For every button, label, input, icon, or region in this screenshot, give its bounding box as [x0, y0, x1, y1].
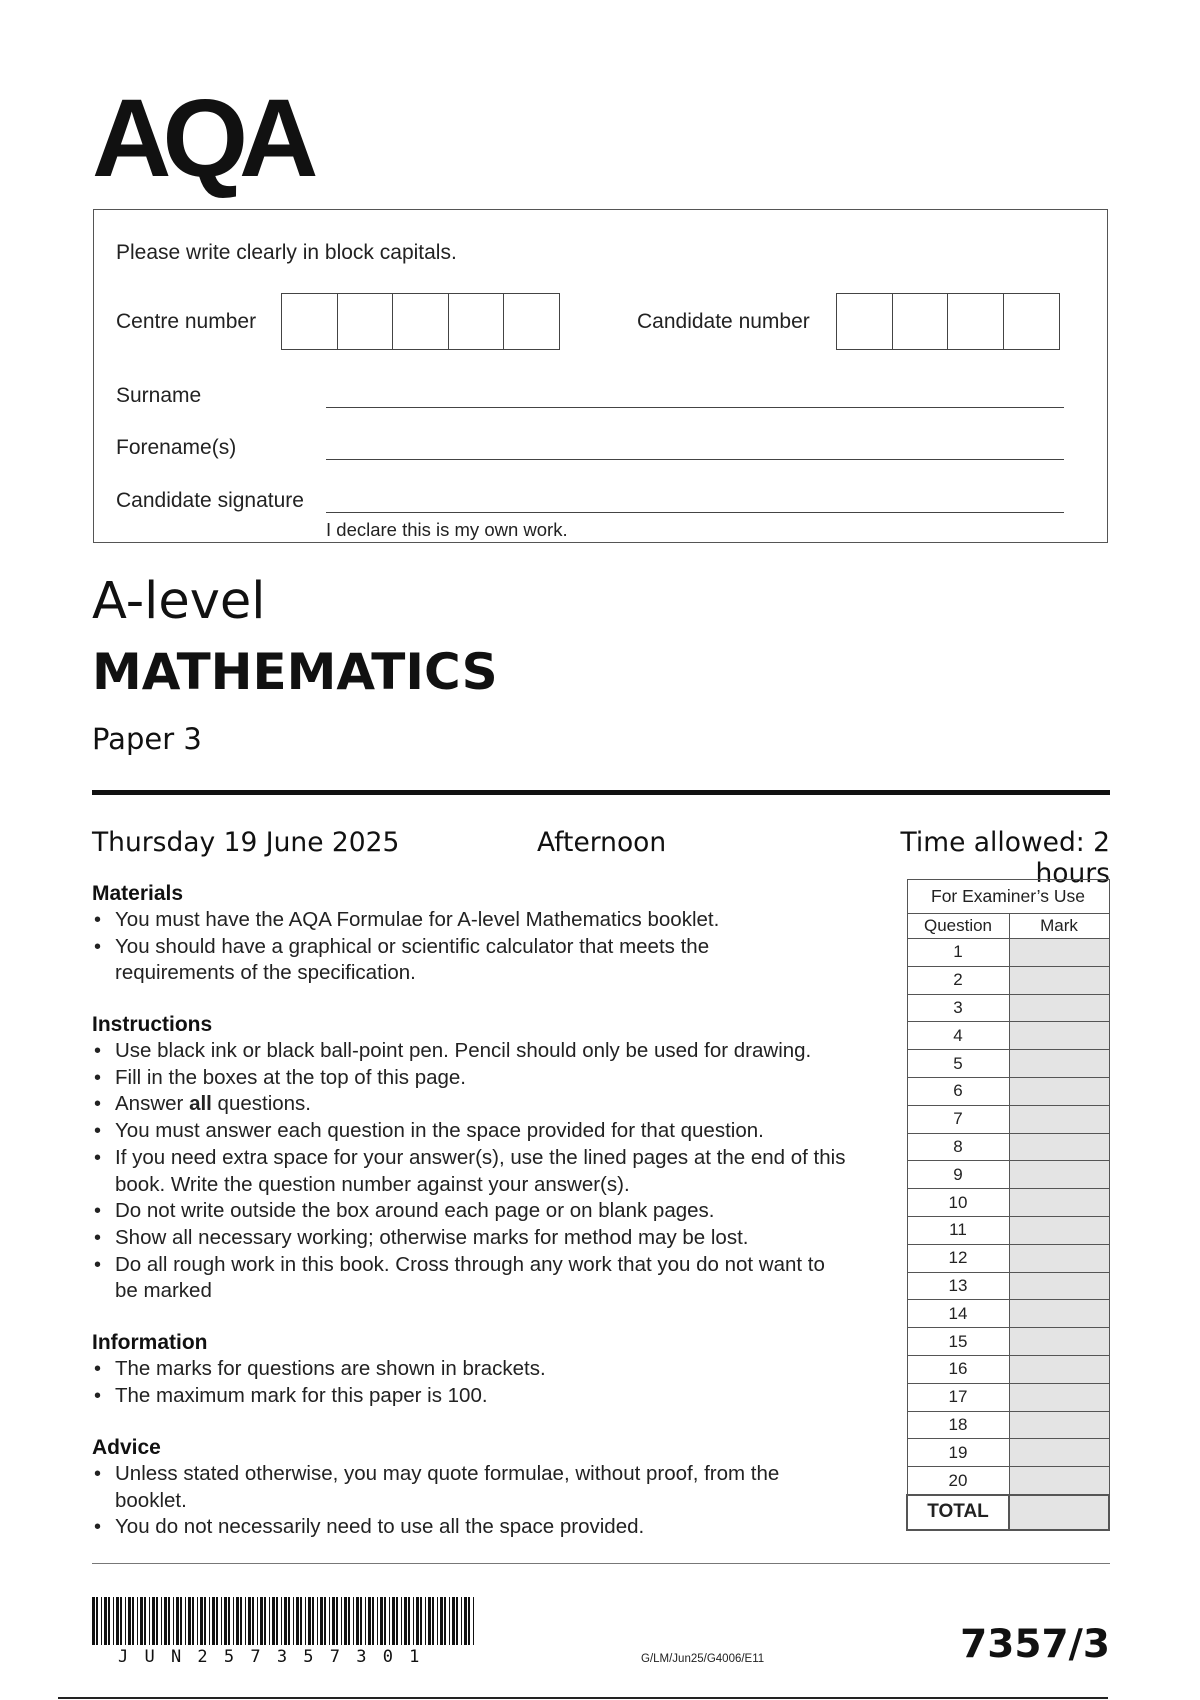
barcode-bar [348, 1597, 350, 1645]
barcode-bar [437, 1597, 438, 1645]
barcode-bar [365, 1597, 366, 1645]
question-number: 7 [907, 1105, 1009, 1133]
barcode-bar [288, 1597, 290, 1645]
barcode-bar [173, 1597, 174, 1645]
table-row [907, 1467, 1109, 1495]
table-row [907, 1439, 1109, 1467]
signature-label: Candidate signature [116, 489, 304, 512]
footer-divider [92, 1563, 1110, 1564]
question-number: 13 [907, 1272, 1009, 1300]
list-item: • Do not write outside the box around each page or on blank pages. [92, 1198, 902, 1225]
barcode-bar [212, 1597, 215, 1645]
barcode-bar [156, 1597, 158, 1645]
question-number: 15 [907, 1328, 1009, 1356]
table-row [907, 1022, 1109, 1050]
barcode-bar [192, 1597, 194, 1645]
barcode-bar [149, 1597, 150, 1645]
barcode-bar [209, 1597, 210, 1645]
question-number: 5 [907, 1050, 1009, 1078]
subject-title: MATHEMATICS [92, 643, 498, 701]
barcode-bar [320, 1597, 323, 1645]
list-item: • The marks for questions are shown in brackets. [92, 1356, 892, 1383]
barcode-bar [324, 1597, 326, 1645]
barcode-bar [368, 1597, 371, 1645]
barcode-bar [104, 1597, 107, 1645]
barcode-bar [140, 1597, 143, 1645]
table-row [907, 1189, 1109, 1217]
barcode-bar [452, 1597, 455, 1645]
barcode-bar [281, 1597, 282, 1645]
exam-session: Afternoon [537, 827, 667, 858]
table-row [907, 1161, 1109, 1189]
candidate-digit-box[interactable] [1003, 293, 1060, 350]
list-item: • If you need extra space for your answer(s), use the lined pages at the end of this book. Write the question number against your answer(s). [92, 1145, 855, 1198]
barcode-bar [300, 1597, 302, 1645]
mark-cell[interactable] [1009, 939, 1109, 967]
question-number: 19 [907, 1439, 1009, 1467]
exam-date: Thursday 19 June 2025 [92, 827, 400, 858]
barcode-bar [413, 1597, 414, 1645]
barcode-bar [461, 1597, 462, 1645]
barcode-bar [269, 1597, 270, 1645]
advice-heading: Advice [92, 1436, 161, 1459]
barcode-bar [132, 1597, 134, 1645]
centre-number-field[interactable] [281, 293, 560, 350]
answer-text-end: questions. [211, 1092, 312, 1116]
barcode-bar [444, 1597, 446, 1645]
barcode-bar [276, 1597, 278, 1645]
barcode-bar [432, 1597, 434, 1645]
examiner-table [906, 879, 1110, 1531]
barcode-bar [440, 1597, 443, 1645]
mark-cell[interactable] [1009, 1105, 1109, 1133]
mark-cell[interactable] [1009, 1467, 1109, 1495]
barcode-bar [344, 1597, 347, 1645]
candidate-number-label: Candidate number [637, 310, 810, 333]
question-number: 14 [907, 1300, 1009, 1328]
question-number: 11 [907, 1216, 1009, 1244]
answer-emphasis: all [189, 1092, 212, 1116]
centre-digit-box[interactable] [337, 293, 394, 350]
surname-label: Surname [116, 384, 202, 407]
question-column-header: Question [907, 914, 1009, 939]
total-row [907, 1495, 1109, 1530]
centre-number-label: Centre number [116, 310, 257, 333]
barcode-bar [188, 1597, 191, 1645]
signature-line[interactable] [326, 512, 1064, 513]
mark-cell[interactable] [1009, 966, 1109, 994]
centre-digit-box[interactable] [392, 293, 449, 350]
question-number: 4 [907, 1022, 1009, 1050]
barcode-bar [245, 1597, 246, 1645]
barcode-bar [197, 1597, 198, 1645]
total-mark-cell[interactable] [1009, 1495, 1109, 1530]
mark-cell[interactable] [1009, 1355, 1109, 1383]
barcode-bar [137, 1597, 138, 1645]
candidate-digit-box[interactable] [836, 293, 893, 350]
barcode-bar [120, 1597, 122, 1645]
list-item: • You must answer each question in the space provided for that question. [92, 1118, 902, 1145]
table-row [907, 1328, 1109, 1356]
surname-line[interactable] [326, 407, 1064, 408]
paper-code: 7357/3 [960, 1622, 1110, 1667]
barcode-bar [284, 1597, 287, 1645]
mark-cell[interactable] [1009, 1216, 1109, 1244]
time-allowed: Time allowed: 2 hours [900, 827, 1110, 889]
barcode-bar [272, 1597, 275, 1645]
mark-cell[interactable] [1009, 1411, 1109, 1439]
barcode-bar [384, 1597, 386, 1645]
barcode-bar [356, 1597, 359, 1645]
barcode-bar [341, 1597, 342, 1645]
barcode-bar [428, 1597, 431, 1645]
barcode-bar [420, 1597, 422, 1645]
barcode-bar [317, 1597, 318, 1645]
barcode-bar [92, 1597, 95, 1645]
barcode-bar [221, 1597, 222, 1645]
table-row [907, 1272, 1109, 1300]
information-section [92, 1331, 892, 1409]
barcode-bar [473, 1597, 474, 1645]
question-number: 16 [907, 1355, 1009, 1383]
barcode-bar [101, 1597, 102, 1645]
mark-cell[interactable] [1009, 1022, 1109, 1050]
table-row [907, 994, 1109, 1022]
mark-cell[interactable] [1009, 1383, 1109, 1411]
mark-cell[interactable] [1009, 994, 1109, 1022]
table-row [907, 1244, 1109, 1272]
question-number: 2 [907, 966, 1009, 994]
barcode-bar [236, 1597, 239, 1645]
title-divider [92, 790, 1110, 795]
table-row [907, 966, 1109, 994]
barcode-bar [240, 1597, 242, 1645]
barcode-bar [248, 1597, 251, 1645]
question-number: 20 [907, 1467, 1009, 1495]
list-item: • You do not necessarily need to use all the space provided. [92, 1514, 892, 1541]
question-number: 9 [907, 1161, 1009, 1189]
barcode-bar [449, 1597, 450, 1645]
mark-cell[interactable] [1009, 1050, 1109, 1078]
declaration-text: I declare this is my own work. [326, 519, 568, 540]
question-number: 17 [907, 1383, 1009, 1411]
list-item: • You should have a graphical or scientific calculator that meets the requirements of the specification. [92, 934, 775, 987]
barcode-bar [329, 1597, 330, 1645]
barcode-bar [468, 1597, 470, 1645]
mark-cell[interactable] [1009, 1300, 1109, 1328]
table-row [907, 1105, 1109, 1133]
barcode-bar [228, 1597, 230, 1645]
barcode-bar [360, 1597, 362, 1645]
barcode-bar [96, 1597, 98, 1645]
paper-reference: G/LM/Jun25/G4006/E11 [641, 1653, 765, 1665]
paper-title: Paper 3 [92, 722, 202, 756]
list-item: • Do all rough work in this book. Cross through any work that you do not want to be marked [92, 1252, 845, 1305]
mark-cell[interactable] [1009, 1133, 1109, 1161]
barcode-bar [380, 1597, 383, 1645]
table-row [907, 1216, 1109, 1244]
barcode-bar [200, 1597, 203, 1645]
table-row [907, 1411, 1109, 1439]
question-number: 12 [907, 1244, 1009, 1272]
mark-column-header: Mark [1009, 914, 1109, 939]
barcode-bar [293, 1597, 294, 1645]
barcode-bar [308, 1597, 311, 1645]
candidate-details-box [93, 209, 1108, 543]
advice-section [92, 1436, 892, 1541]
table-row [907, 1133, 1109, 1161]
list-item: • Show all necessary working; otherwise marks for method may be lost. [92, 1225, 902, 1252]
barcode-bar [404, 1597, 407, 1645]
list-item: • Unless stated otherwise, you may quote formulae, without proof, from the booklet. [92, 1461, 815, 1514]
centre-digit-box[interactable] [503, 293, 560, 350]
mark-cell[interactable] [1009, 1439, 1109, 1467]
barcode-bar [392, 1597, 395, 1645]
barcode-bar [377, 1597, 378, 1645]
barcode-bar [372, 1597, 374, 1645]
barcode-bar [264, 1597, 266, 1645]
answer-text: Answer [115, 1092, 190, 1116]
examiner-table-title: For Examiner’s Use [907, 880, 1109, 914]
barcode-bar [176, 1597, 179, 1645]
barcode-bar [425, 1597, 426, 1645]
forenames-label: Forename(s) [116, 436, 237, 459]
barcode [92, 1597, 477, 1645]
barcode-bar [161, 1597, 162, 1645]
barcode-bar [144, 1597, 146, 1645]
table-row [907, 1050, 1109, 1078]
barcode-bar [128, 1597, 131, 1645]
barcode-bar [224, 1597, 227, 1645]
barcode-bar [389, 1597, 390, 1645]
table-row [907, 1077, 1109, 1105]
barcode-bar [336, 1597, 338, 1645]
mark-cell[interactable] [1009, 1189, 1109, 1217]
list-item: • The maximum mark for this paper is 100. [92, 1383, 892, 1410]
barcode-bar [168, 1597, 170, 1645]
barcode-bar [408, 1597, 410, 1645]
barcode-bar [116, 1597, 119, 1645]
materials-heading: Materials [92, 882, 184, 905]
barcode-bar [464, 1597, 467, 1645]
barcode-bar [396, 1597, 398, 1645]
barcode-bar [416, 1597, 419, 1645]
barcode-bar [332, 1597, 335, 1645]
barcode-bar [296, 1597, 299, 1645]
barcode-bar [152, 1597, 155, 1645]
barcode-bar [252, 1597, 254, 1645]
barcode-bar [204, 1597, 206, 1645]
aqa-logo: AQA [92, 77, 310, 200]
question-number: 6 [907, 1077, 1009, 1105]
list-item: • Use black ink or black ball-point pen. Pencil should only be used for drawing. [92, 1038, 902, 1065]
candidate-number-field[interactable] [836, 293, 1060, 350]
question-number: 1 [907, 939, 1009, 967]
materials-section [92, 882, 892, 987]
table-row [907, 1355, 1109, 1383]
block-capitals-instruction: Please write clearly in block capitals. [116, 241, 457, 264]
barcode-bar [312, 1597, 314, 1645]
mark-cell[interactable] [1009, 1161, 1109, 1189]
barcode-bar [180, 1597, 182, 1645]
question-number: 8 [907, 1133, 1009, 1161]
candidate-digit-box[interactable] [947, 293, 1004, 350]
list-item: • Fill in the boxes at the top of this page. [92, 1065, 902, 1092]
mark-cell[interactable] [1009, 1272, 1109, 1300]
centre-digit-box[interactable] [281, 293, 338, 350]
barcode-bar [185, 1597, 186, 1645]
level-title: A-level [92, 572, 266, 631]
question-number: 10 [907, 1189, 1009, 1217]
barcode-number: J U N 2 5 7 3 5 7 3 0 1 [118, 1647, 423, 1667]
barcode-bar [353, 1597, 354, 1645]
question-number: 3 [907, 994, 1009, 1022]
barcode-bar [216, 1597, 218, 1645]
barcode-bar [233, 1597, 234, 1645]
barcode-bar [260, 1597, 263, 1645]
information-heading: Information [92, 1331, 208, 1354]
mark-cell[interactable] [1009, 1244, 1109, 1272]
instructions-heading: Instructions [92, 1013, 213, 1036]
table-row [907, 1300, 1109, 1328]
instructions-section [92, 1013, 902, 1305]
mark-cell[interactable] [1009, 1328, 1109, 1356]
list-item: • You must have the AQA Formulae for A-level Mathematics booklet. [92, 907, 892, 934]
barcode-bar [125, 1597, 126, 1645]
mark-cell[interactable] [1009, 1077, 1109, 1105]
total-label: TOTAL [907, 1495, 1009, 1530]
barcode-bar [305, 1597, 306, 1645]
centre-digit-box[interactable] [448, 293, 505, 350]
barcode-bar [456, 1597, 458, 1645]
barcode-bar [401, 1597, 402, 1645]
forenames-line[interactable] [326, 459, 1064, 460]
barcode-bar [113, 1597, 114, 1645]
page-bottom-border [58, 1697, 1108, 1699]
barcode-bar [164, 1597, 167, 1645]
list-item [92, 1091, 902, 1118]
table-row [907, 939, 1109, 967]
barcode-bar [108, 1597, 110, 1645]
question-number: 18 [907, 1411, 1009, 1439]
table-row [907, 1383, 1109, 1411]
candidate-digit-box[interactable] [892, 293, 949, 350]
barcode-bar [257, 1597, 258, 1645]
